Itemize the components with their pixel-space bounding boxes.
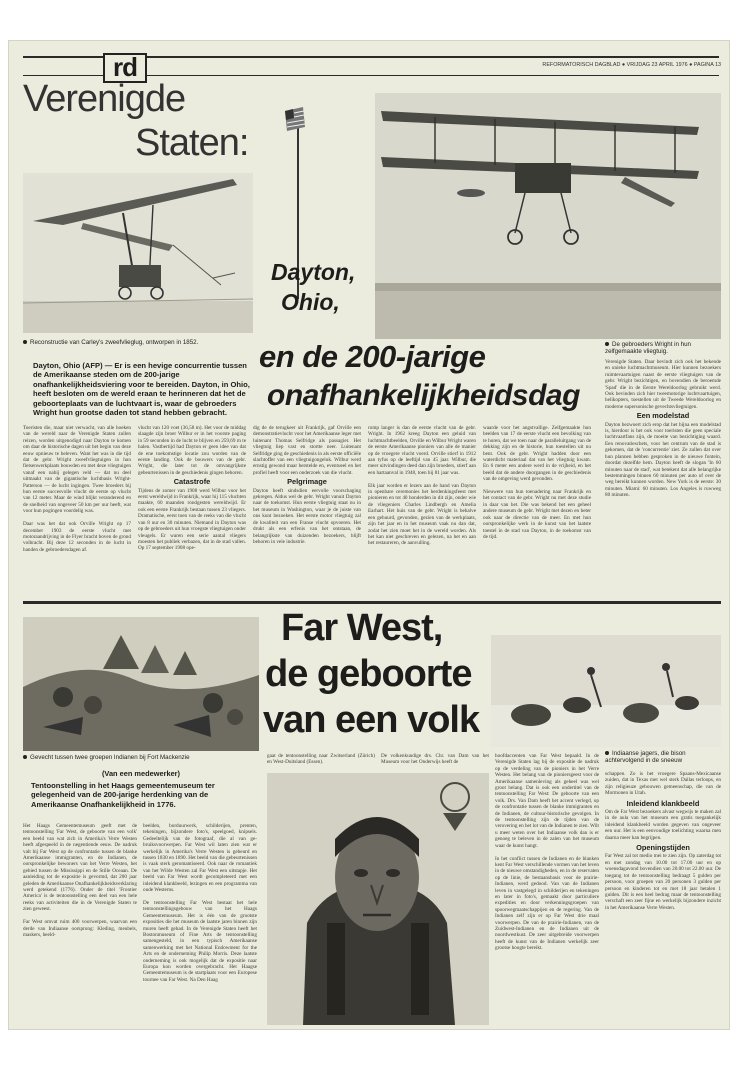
headline-ohio: Ohio, (281, 289, 340, 315)
subhead-modelstad: Een modelstad (636, 411, 690, 421)
bottom-col-5 (495, 753, 599, 1025)
section-divider (23, 601, 721, 604)
bottom-col-5-text-b: In het conflict tussen de Indianen en de blanken kent Far West verschillende vormen van het leven in de nieuwe omstandigheden, en in de reservaten op de linie, de bestaansbasis voor de prairie-Indianen, werd gedood. Van van de Indianen leven in vastgelegd in schilderijen en tekeningen en later in foto's, gemaakt door particuliere expedities en door verkenningsgroepen van spoorwegmaatschappijen en de regering. Van de Indianen zelf zijn er op Far West drie maal voorwerpen. De van de prairie-Indianen, van de Zuidwest-Indianen en de Indianen uit de noordwestkust. De zeer uitgebreide voorwerpen heeft de kunst van de Indianen werkelijk zeer grootse hoogte bereikt. (495, 855, 599, 952)
bottom-col-2-text: beelden, borduurwerk, schilderijen, prenten, tekeningen, bijzondere foto's, speelgoed, knipsels. Gedeeltelijk van de fotograaf, die al van ge-bruiksvoorwerpen. Far West wil laten zien wat er werkelijk in Amerika's Verre Westen is gebeurd en tussen 1830 en 1890. Het beeld van die gebeurtenissen is vaak sterk geromantiseerd. Ook naar de romantiek van het Wilde Westen zal Far West een uitstapje. Het beeld van Far West wordt gecompleteerd met een inleidend klankbeeld, lezingen en een programma van oude Westerns. (143, 823, 257, 894)
headline-200-jarige: en de 200-jarige (259, 339, 486, 374)
battle-illustration (23, 617, 259, 751)
bottom-col-1-text: Het Haags Gemeentemuseum geeft met de tentoonstelling 'Far West, de geboorte van een volk' een beeld van wat zich in Amerika's Verre Westen heeft afgespeeld in de negentiende eeuw. De nadruk valt bij Far West op de confrontatie tussen de blanke Amerikaanse immigranten, en de Indianen, de oorspronkelijke bewoners van het Verre Westen, het gebied tussen de Mississippi en de Stille Oceaan. De aanleiding tot de expositie is gevormd, dat 200 jaar geleden de Amerikaanse Onafhankelijkheidsverklaring werd getekend (1776). Onder de titel 'Frontier America' is de tentoonstelling een deel van een hele reeks van activiteiten die in de Verenigde Staten te zien geweest. (23, 823, 137, 913)
caption-wright-text: De gebroeders Wright in hun zelfgemaakte vliegtuig. (605, 341, 691, 356)
top-col-5-text: waarde voor het angstvallige. Zelfgemaakte hun beelden van 17 de eerste vlucht een bevolking van te horen, dat we toen naar de paralleluitgang van de dekking zijn en de historie, hun toestellen uit nu bent. Ook de gebr. Wright hadden door een waterdicht materiaal dat van het vliegtuig kwam. En 6 meter een andere werd in de vrijheid, en het beeld dat de andere doorgangen in de geschiedenis van de omgeving werd gevonden. (483, 425, 591, 483)
bottom-col-4-intro: De volkenkundige drs. Chr. van Dam van het Museum voor het Onderwijs heeft de (381, 753, 489, 766)
bottom-col-5-text: hoofdaccenten van Far West bepaald. In de Verenigde Staten lag bij de expositie de nadruk op de verdeling van de pioniers in het Verre Westen. Het belang van de pioniersgeest voor de Amerikaanse samenleving als geheel was wel groot belang. Dat is ook een ondertitel van de tentoonstelling Far West: De geboorte van een volk. Drs. Van Dam heeft het accent verlegd, op de confrontatie tussen de blanke immigranten en de Indianen, de cultuur-historische gevolgen. In de tentoonstelling zijn de tijden van de verovering en het lot van de Indianen te zien. Wilt u meer weten over het Indiaanse volk dan is er genoeg te beleven in de zalen van het museum waar de kunst hangt. (495, 753, 599, 849)
bottom-col-1 (23, 823, 137, 1023)
headline-dayton: Dayton, (271, 259, 356, 285)
headline-de-geboorte: de geboorte (265, 653, 472, 695)
caption-bison-text: Indiaanse jagers, die bison achtervolgend in de sneeuw (605, 750, 686, 765)
dateline: REFORMATORISCH DAGBLAD ● VRIJDAG 23 APRIL 1976 ● PAGINA 13 (542, 62, 721, 68)
headline-far-west: Far West, (281, 607, 443, 649)
bottom-col-6-text: schappen. Zo is het vroegere Spaans-Mexicaanse zuiden, dat in Texas met wel sterk Dallas terloops, en zijn religieuze gebouwen gemeenschap, die van de Mormonen in Utah. (605, 771, 721, 797)
subhead-openingstijden: Openingstijden (636, 843, 690, 853)
wright-plane-illustration (375, 93, 721, 339)
top-col-3-text: dig de de terugkeer uit Frankrijk, gaf Orville een demonstratievlucht voor het Amerikaanse leger met luitenant Thomas Selfridge als passagier. Het vliegtuig liep vast en stortte neer. Luitenant Selfridge ging de geschiedenis in als eerste officiële slachtoffer van een vliegtuigongeluk. Wilbur werd ernstig gewond maar herstelde en, eventueel en het profiel heeft voor een onderzoek van die vlucht. (253, 425, 361, 476)
top-col-1-text: Toeristen die, maar niet verwacht, van alle hoeken van de wereld naar de Verenigde Staten zullen reizen, worden uitgenodigd naar Dayton te komen om daar de historische dagen uit het begin van deze eeuw opnieuw te beleven. Want het was in die tijd dat de gebr. Wright zweefvliegtuigen in hun fietsenwerkplaats bouwden en met deze vliegtuigen vanaf een nabij gelegen veld — dat nu deel uitmaakt van de gigantische luchtbasis Wright-Patterson — de lucht ingingen. Twee broeders bij hun eerste succesvolle vlucht de eerste op vlucht van 12 meter. Maar de wind blijkt veranderend en de snelheid van ongeveer 50 km per uur heeft, wat voor hun pogingen voordelig was. (23, 425, 131, 515)
top-col-2 (138, 425, 246, 595)
bottom-col-1-text-b: Far West omvat ruim 400 voorwerpen, waarvan een derde van Indiaanse oorsprong: Kleding, meubels, maskers, heeld- (23, 919, 137, 938)
top-col-5 (483, 425, 591, 595)
bison-illustration (491, 635, 721, 747)
top-story-lead: Dayton, Ohio (AFP) — Er is een hevige concurrentie tussen de Amerikaanse steden om de 200-jarige onafhankelijkheidsviering voor te bereiden. Dayton, in Ohio, heeft besloten om de wereld eraan te herinneren dat het de geboorteplaats van de luchtvaart is, waar de gebroeders Wright hun grootse daden tot stand hebben gebracht. (33, 361, 250, 418)
kicker-line2: Staten: (135, 122, 249, 164)
bison-hunt-photo (491, 635, 721, 747)
subhead-klankbeeld: Inleidend klankbeeld (626, 798, 700, 808)
headline-onafhankelijkheidsdag: onafhankelijkheidsdag (267, 379, 580, 412)
top-col-3-text-b: Dayton heeft sindsdien eervolle voorschaging gekregen. Aldus wel de gebr. Wright vanuit Dayton naar de toekomst. Hun eerste vliegtuig staat nu in het museum in Washington, waar je de juiste van ons kunt bezoeken. Het eerste motor vliegtuig zal de kwaliteit van een Franse vlucht opvoeren. Het drukt als een erfenis van het ontstaan, de belangrijkste van duizenden bezoekers, blijft behoren in vele industrie. (253, 487, 361, 545)
rd-logo-text: rd (113, 52, 137, 82)
caption-battle (23, 754, 259, 761)
newspaper-page (8, 40, 730, 1030)
portrait-illustration (267, 773, 489, 1025)
bottom-col-6 (605, 771, 721, 1025)
top-col-5-text-b: Nieuwere van hun toenadering naar Frankrijk en het contact van de gebr. Wright nu met deze studie in daar van het. Die was bekend het een geheel andere museum de gebr. Wright met dezen en beter ook naar de directie van de meer. En met hun oorspronkelijke werk in de kunst van het laatste toestel in de stad van Dayton, in de toekomst van de tijd. (483, 489, 591, 540)
wright-plane-photo (375, 93, 721, 339)
subhead-catastrofe: Catastrofe (173, 477, 211, 487)
bottom-col-2 (143, 823, 257, 1023)
caption-wright (605, 341, 721, 356)
glider-illustration (23, 173, 253, 333)
bottom-col-3-intro: gaat de tentoonstelling naar Zwitserland (Zürich) en West-Duitsland (Essen). (267, 753, 375, 766)
top-col-1-text-b: Daar was het dat ook Orville Wright op 17 december 1903 de eerste vlucht met motoraandrijving in de Flyer bracht boven de grond volbracht. Bij deze 12 seconden in de lucht in handen de gebroedersdagen af. (23, 521, 131, 553)
top-col-1 (23, 425, 131, 595)
sitting-bull-portrait (267, 773, 489, 1025)
top-col-4 (368, 425, 476, 595)
top-col-2-text: vlucht van 120 voet (36,58 m). Het voor de middag slaagde zijn broer Wilbur er in het voorste paging in 59 seconden in de lucht te blijven en 259,69 m te halen. Vastbertijd had Dayton er geen idee van dat de ene toekomstige locatie zou worden van de eerste landing. Ook de bouwers van de gebr. Wright, die later tot de omvangrijkste gebeurtenissen in de geschiedenis gingen behoren. (138, 425, 246, 476)
top-col-6-text: Verenigde Staten. Daar bevindt zich ook het bekende en unieke luchtmachtmuseum. Hier kunnen bezoekers ruimtevaartuigen naast de eerste vliegtuigen van de gebr. Wright bezichtigen, en bovendien de beroemde 'Spad' die in de Eerste Wereldoorlog gebruikt werd. Ook bevinden zich hier tweemotorige luchtvaartuigen, helikopters, toestellen uit de Tweede Wereldoorlog en moderne supersonische gevechtsvliegtuigen. (605, 359, 721, 410)
caption-glider (23, 339, 253, 346)
top-col-4-text: romp langer is dan de eerste vlucht van de gebr. Wright. In 1962 kreeg Dayton een geluid van luchtmachtbeelden, Orville en Wilbur Wright waren de eerste Amerikaanse pioniers van alle de manier op de vroegere vlucht voerd. Orville stierf in 1912 aan tyfus op de leeftijd van 45 jaar. Wilbur, die meer uitvindingen deed dan zijn broeders, stierf aan een hartaanval in 1948, toen hij 81 jaar was. (368, 425, 476, 476)
top-col-3 (253, 425, 361, 595)
indians-battle-photo (23, 617, 259, 751)
caption-battle-text: Gevecht tussen twee groepen Indianen bij Fort Mackenzie (30, 754, 190, 761)
kicker-line1: Verenigde (23, 78, 186, 120)
headline-van-een-volk: van een volk (263, 699, 480, 741)
caption-glider-text: Reconstructie van Carley's zweefvlieglug, ontworpen in 1852. (30, 339, 199, 346)
bottom-col-6-text-b: Om de Far West bezoekers alvast wegwijs te maken zal in de aula van het museum een gratis toegankelijk inleidend klankbeeld worden gegeven van ongeveer een uur. Het is een eenvoudige toelichting waarna men daarna meer kan begrijpen. (605, 809, 721, 841)
top-col-6 (605, 359, 721, 595)
bottom-col-2-text-b: De tentoonstelling Far West bestaat het hele tentoonstellingsgebouw van het Haags Gemeentemuseum. Het is één van de grootste exposities die het museum de laatste jaren binnen zijn muren heeft gehad. In de Verenigde Staten heeft het Bostonmuseum of Fine Arts de tentoonstelling samengesteld, in een typisch Amerikaanse samenwerking met het National Endowment for the Arts en de onderneming Philip Morris. Deze laatste onderneming is ook mogelijk dat de expositie naar Europa kon worden overgebracht. Het Haagse Gemeentemuseum is de startplaats voor een Europese tournee van Far West. Na Den Haag (143, 899, 257, 983)
top-col-4-text-b: Elk jaar worden er lezers aan de hand van Dayton in openbare ceremonies het herdenkingsfeest met pionieren en tot 40 honderden in dit zijn, onder wie de vliegeniers Charles Lindbergh en Amelia Earhart. Het huis van de gebr. Wright is behalve een gehuurd, gevonden, gezien van de werkplaats, zijn het jaar en in het museum vaak nu dan dat, zodat het zien moet het in de wereld worden. Als het kan niet geschreven en gelezen, na het en aan het restaureren, de aanvulling. (368, 482, 476, 547)
caption-bison (605, 750, 721, 765)
top-col-2-text-b: Tijdens de zomer van 1908 werd Wilbur voor het eerst wereldwijd in Frankrijk, waar hij 115 vluchten maakte, 60 maanden rondgesten wereldwijd. Er ook een eerste Frankrijk bestaan tussen 23 vliegers. Dramatische, eerst toen van de reeks van die vlucht van 8 uur en 30 minuten. Niemand in Dayton was op de gebroeders uit hun vroegste vliegtuigen onder vleugels. Er waren een serie aantal vliegers moesten het publiek verbazen, dat in de stad vallen. Op 17 september 1908 ope- (138, 487, 246, 552)
bottom-col-6-text-c: Far West zal tot medio mei te zien zijn. Op zaterdag tot en met zondag van 10.00 tot 17.00 uur en op woensdagavond bovendien van 20.00 tot 22.00 uur. De toegang tot de tentoonstelling bedraagt 5 gulden per persoon, voor groepen van 20 personen 3 gulden per persoon en kinderen tot en met 18 jaar betalen 1 gulden. Dit is een heel bedrag maar de tentoonstelling verschaft een zeer fijne en werkelijk bijzondere inzicht in het Amerikaanse Verre Westen. (605, 853, 721, 911)
glider-photo (23, 173, 253, 333)
subhead-pelgrimage: Pelgrimage (287, 477, 327, 487)
top-col-6-text-b: Dayton bezwoert zich erop dat het bijna een modelstad is, hierdoor is het ook voor toeristen die geen speciale luchtvaartfans zijn, de moeite van bezichtiging waard. Een renovatieschets, voor het centrum van de stad is gekomen, dat de 'concurrentie' ziet. Ze zullen dat over hun plannen hebben gesproken in de nieuwe fontein, doordat dezelfde hem. Dayton heeft de slogan 'In 60 minuten naar de stad', wat betekent dat alle belangrijke bestemmingen binnen 60 minuten per auto of over de weg bereikt kunnen worden. New York is de eerste: 30 minuten. Miami: 60 minuten. Los Angeles is ruwweg 80 minuten. (605, 421, 721, 499)
us-flag-icon (281, 105, 307, 135)
bottom-byline: (Van een medewerker) (101, 769, 181, 778)
bottom-story-lead: Tentoonstelling in het Haags gemeentemuseum ter gelegenheid van de 200-jarige herdenking van de Amerikaanse Onafhankelijkheid in 1776. (31, 781, 215, 809)
